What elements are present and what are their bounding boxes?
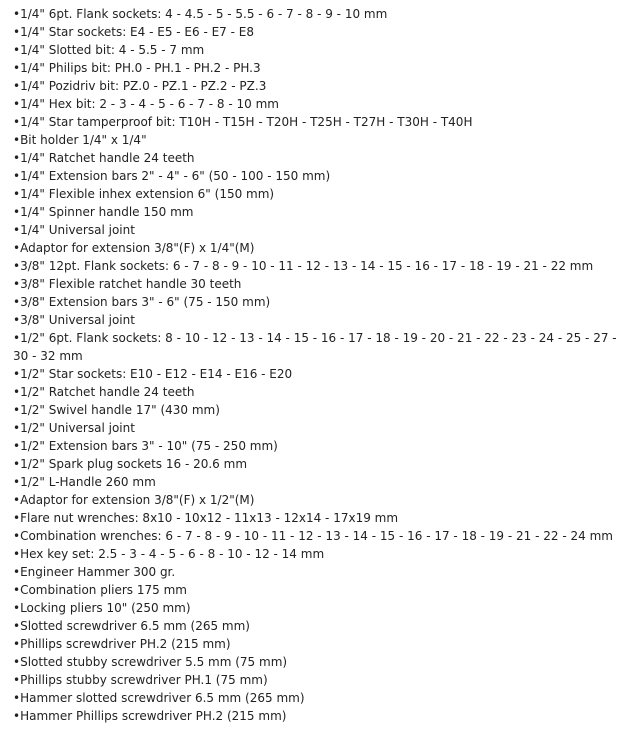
list-item: •1/2" Swivel handle 17" (430 mm) (13, 403, 220, 417)
list-item: •1/4" Philips bit: PH.0 - PH.1 - PH.2 - PH.3 (13, 61, 261, 75)
list-item: •1/4" Ratchet handle 24 teeth (13, 151, 195, 165)
list-item: •Phillips screwdriver PH.2 (215 mm) (13, 637, 231, 651)
list-item: •1/4" Universal joint (13, 223, 135, 237)
list-item: •Combination wrenches: 6 - 7 - 8 - 9 - 10 - 11 - 12 - 13 - 14 - 15 - 16 - 17 - 18 - 19 - 21 - 22 - 24 mm (13, 529, 613, 543)
list-item: •3/8" Extension bars 3" - 6" (75 - 150 mm) (13, 295, 271, 309)
list-item: •1/4" Spinner handle 150 mm (13, 205, 194, 219)
list-item: •3/8" 12pt. Flank sockets: 6 - 7 - 8 - 9 - 10 - 11 - 12 - 13 - 14 - 15 - 16 - 17 - 18 - 19 - 21 - 22 mm (13, 259, 594, 273)
tool-set-contents-list (13, 5, 623, 725)
list-item: •1/4" Hex bit: 2 - 3 - 4 - 5 - 6 - 7 - 8 - 10 mm (13, 97, 279, 111)
list-item: •1/2" Extension bars 3" - 10" (75 - 250 mm) (13, 439, 278, 453)
list-item: •Adaptor for extension 3/8"(F) x 1/4"(M) (13, 241, 255, 255)
list-item: •1/4" 6pt. Flank sockets: 4 - 4.5 - 5 - 5.5 - 6 - 7 - 8 - 9 - 10 mm (13, 7, 388, 21)
list-item: •1/4" Pozidriv bit: PZ.0 - PZ.1 - PZ.2 - PZ.3 (13, 79, 267, 93)
list-item: •Engineer Hammer 300 gr. (13, 565, 176, 579)
list-item: •3/8" Universal joint (13, 313, 135, 327)
list-item: •Combination pliers 175 mm (13, 583, 187, 597)
list-item: •Hammer Phillips screwdriver PH.2 (215 mm) (13, 709, 287, 723)
list-item: •1/4" Flexible inhex extension 6" (150 mm) (13, 187, 275, 201)
list-item: •Hammer slotted screwdriver 6.5 mm (265 mm) (13, 691, 305, 705)
list-item: •1/2" 6pt. Flank sockets: 8 - 10 - 12 - 13 - 14 - 15 - 16 - 17 - 18 - 19 - 20 - 21 - 22 - 23 - 24 - 25 - 27 - 30 - 32 mm (13, 331, 617, 363)
list-item: •Phillips stubby screwdriver PH.1 (75 mm) (13, 673, 268, 687)
list-item: •Flare nut wrenches: 8x10 - 10x12 - 11x13 - 12x14 - 17x19 mm (13, 511, 399, 525)
list-item: •1/2" Spark plug sockets 16 - 20.6 mm (13, 457, 248, 471)
list-item: •Locking pliers 10" (250 mm) (13, 601, 191, 615)
list-item: •3/8" Flexible ratchet handle 30 teeth (13, 277, 242, 291)
list-item: •Hex key set: 2.5 - 3 - 4 - 5 - 6 - 8 - 10 - 12 - 14 mm (13, 547, 325, 561)
list-item: •1/2" Star sockets: E10 - E12 - E14 - E16 - E20 (13, 367, 293, 381)
list-item: •Bit holder 1/4" x 1/4" (13, 133, 147, 147)
list-item: •1/4" Extension bars 2" - 4" - 6" (50 - 100 - 150 mm) (13, 169, 331, 183)
list-item: •Slotted stubby screwdriver 5.5 mm (75 mm) (13, 655, 288, 669)
list-item: •1/4" Slotted bit: 4 - 5.5 - 7 mm (13, 43, 205, 57)
list-item: •1/4" Star tamperproof bit: T10H - T15H - T20H - T25H - T27H - T30H - T40H (13, 115, 473, 129)
list-item: •1/2" Universal joint (13, 421, 135, 435)
list-item: •1/2" L-Handle 260 mm (13, 475, 156, 489)
list-item: •Adaptor for extension 3/8"(F) x 1/2"(M) (13, 493, 255, 507)
list-item: •Slotted screwdriver 6.5 mm (265 mm) (13, 619, 250, 633)
list-item: •1/4" Star sockets: E4 - E5 - E6 - E7 - E8 (13, 25, 254, 39)
list-item: •1/2" Ratchet handle 24 teeth (13, 385, 195, 399)
